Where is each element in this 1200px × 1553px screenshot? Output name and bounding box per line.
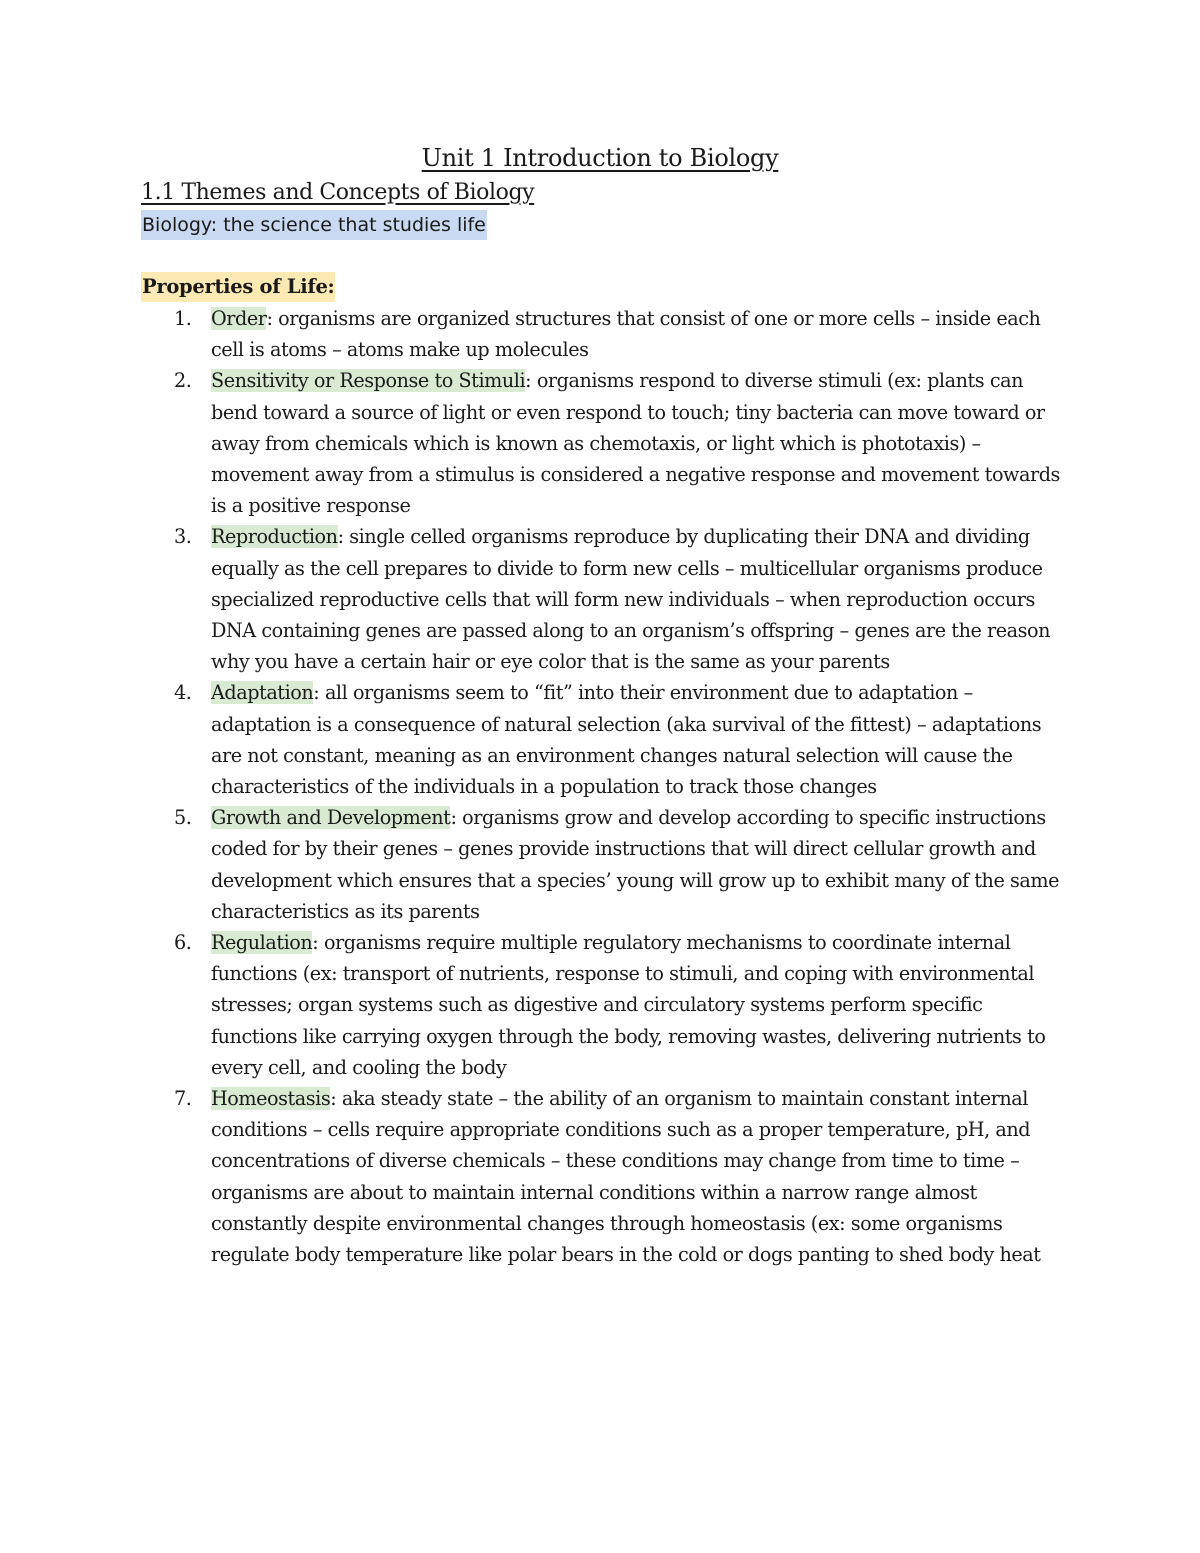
property-description: : organisms require multiple regulatory mechanisms to coordinate internal functions (ex: transport of nutrients, response to stimuli, and coping with environmental stresses; organ systems such as digestive and circulatory systems perform specific functions like carrying oxygen through the body, removing wastes, delivering nutrients to every cell, and cooling the body [211,931,1046,1079]
property-term: Regulation [211,931,313,955]
list-number: 2. [174,369,192,393]
property-description: : organisms respond to diverse stimuli (ex: plants can bend toward a source of light or even respond to touch; tiny bacteria can move toward or away from chemicals which is known as chemotaxis, or light which is phototaxis) – movement away from a stimulus is considered a negative response and movement towards is a positive response [211,369,1060,518]
document-title: Unit 1 Introduction to Biology [421,144,779,172]
property-description: : organisms grow and develop according to specific instructions coded for by their genes – genes provide instructions that will direct cellular growth and development which ensures that a species’ young will grow up to exhibit many of the same characteristics as its parents [211,806,1060,923]
property-term: Adaptation [211,681,314,705]
list-number: 3. [174,525,192,549]
property-term: Homeostasis [211,1087,331,1111]
list-item [0,1083,1200,1270]
list-number: 7. [174,1087,192,1111]
property-term: Reproduction [211,525,338,549]
properties-heading: Properties of Life: [141,272,335,302]
properties-list [0,303,1200,1270]
list-item [0,365,1200,521]
list-item [0,677,1200,802]
property-description: : organisms are organized structures that consist of one or more cells – inside each cell is atoms – atoms make up molecules [211,307,1041,362]
list-number: 4. [174,681,192,705]
list-number: 6. [174,931,192,955]
section-heading: 1.1 Themes and Concepts of Biology [141,180,535,205]
property-description: : single celled organisms reproduce by duplicating their DNA and dividing equally as the cell prepares to divide to form new cells – multicellular organisms produce specialized reproductive cells that will form new individuals – when reproduction occurs DNA containing genes are passed along to an organism’s offspring – genes are the reason why you have a certain hair or eye color that is the same as your parents [211,525,1051,674]
list-item [0,927,1200,1083]
list-item [0,802,1200,927]
list-item [0,303,1200,365]
biology-definition: Biology: the science that studies life [141,210,487,240]
property-term: Order [211,307,267,330]
list-item [0,521,1200,677]
property-term: Growth and Development [211,806,451,830]
property-description: : all organisms seem to “fit” into their environment due to adaptation – adaptation is a consequence of natural selection (aka survival of the fittest) – adaptations are not constant, meaning as an environment changes natural selection will cause the characteristics of the individuals in a population to track those changes [211,681,1042,799]
property-term: Sensitivity or Response to Stimuli [211,369,526,393]
list-number: 1. [174,307,192,330]
list-number: 5. [174,806,192,830]
property-description: : aka steady state – the ability of an organism to maintain constant internal conditions – cells require appropriate conditions such as a proper temperature, pH, and concentrations of diverse chemicals – these conditions may change from time to time – organisms are about to maintain internal conditions within a narrow range almost constantly despite environmental changes through homeostasis (ex: some organisms regulate body temperature like polar bears in the cold or dogs panting to shed body heat [211,1087,1041,1267]
